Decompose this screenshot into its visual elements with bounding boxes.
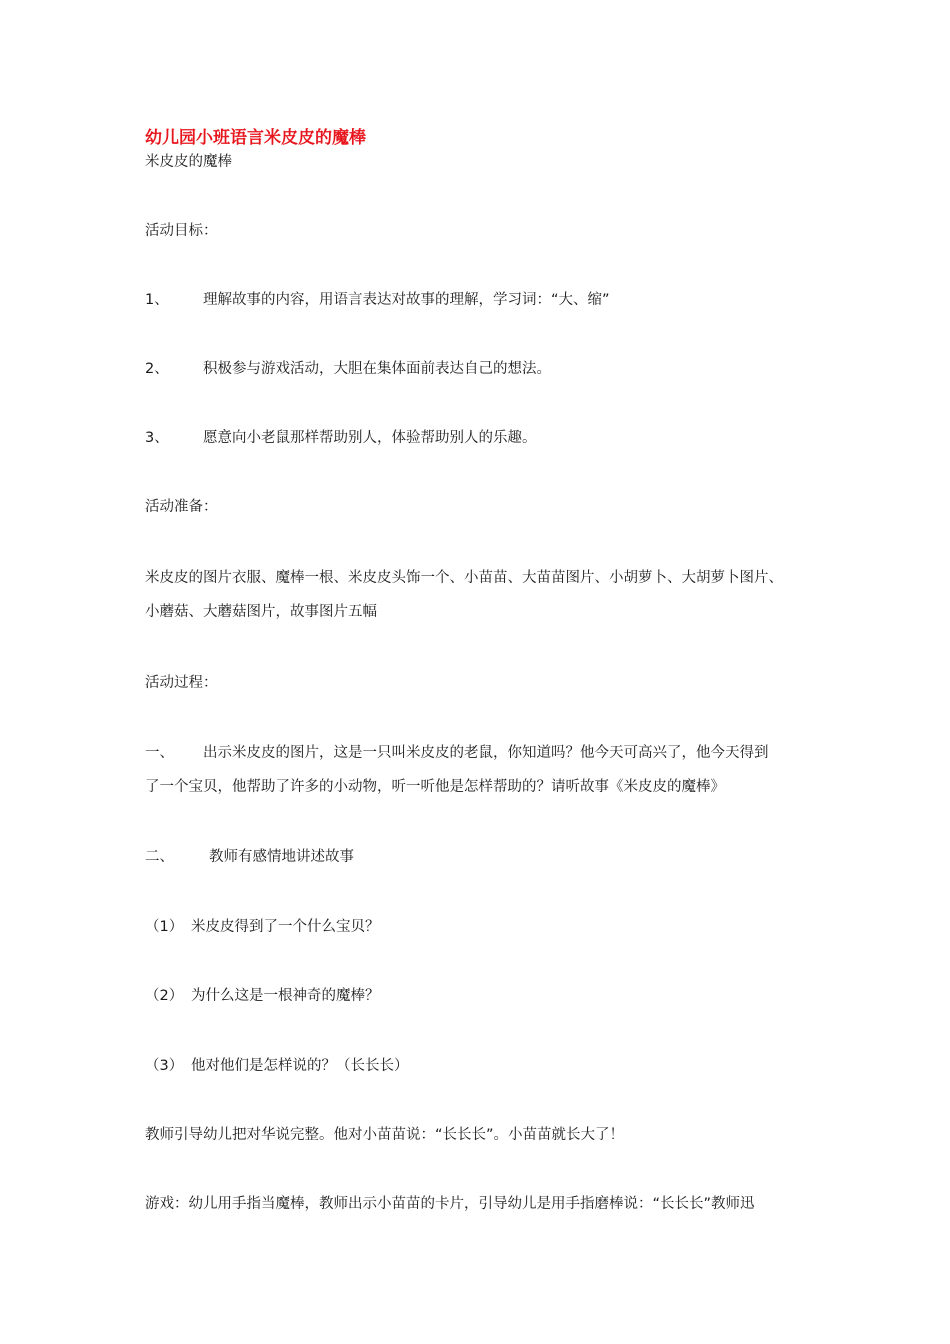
question-item <box>145 1056 409 1076</box>
step-number: 二、 <box>145 849 174 865</box>
step2-line <box>145 847 354 867</box>
goal-number: 1、 <box>145 292 169 308</box>
question-item <box>145 917 380 937</box>
goal-text: 理解故事的内容，用语言表达对故事的理解，学习词：“大、缩” <box>203 292 610 308</box>
step-text: 出示米皮皮的图片，这是一只叫米皮皮的老鼠，你知道吗？他今天可高兴了，他今天得到 <box>203 745 769 761</box>
step-text: 教师有感情地讲述故事 <box>209 849 354 865</box>
goal-item <box>145 290 610 310</box>
prep-text-line1: 米皮皮的图片衣服、魔棒一根、米皮皮头饰一个、小苗苗、大苗苗图片、小胡萝卜、大胡萝卜图片、 <box>145 570 783 586</box>
goal-text: 积极参与游戏活动，大胆在集体面前表达自己的想法。 <box>203 361 551 377</box>
goal-text: 愿意向小老鼠那样帮助别人，体验帮助别人的乐趣。 <box>203 430 537 446</box>
question-number: （2） <box>145 988 184 1004</box>
document-title: 幼儿园小班语言米皮皮的魔棒 <box>145 128 366 148</box>
goal-number: 3、 <box>145 430 169 446</box>
goal-item <box>145 428 537 448</box>
question-number: （3） <box>145 1058 184 1074</box>
document-subtitle: 米皮皮的魔棒 <box>145 154 232 170</box>
prep-text-line2: 小蘑菇、大蘑菇图片，故事图片五幅 <box>145 604 377 620</box>
guide-paragraph: 教师引导幼儿把对华说完整。他对小苗苗说：“长长长”。小苗苗就长大了！ <box>145 1127 625 1143</box>
question-text: 为什么这是一根神奇的魔棒？ <box>191 988 380 1004</box>
question-number: （1） <box>145 919 184 935</box>
goals-heading: 活动目标： <box>145 223 218 239</box>
goal-item <box>145 359 551 379</box>
step-number: 一、 <box>145 745 174 761</box>
question-text: 米皮皮得到了一个什么宝贝？ <box>191 919 380 935</box>
goal-number: 2、 <box>145 361 169 377</box>
step1-line2: 了一个宝贝，他帮助了许多的小动物，听一听他是怎样帮助的？请听故事《米皮皮的魔棒》 <box>145 779 725 795</box>
step1-line1 <box>145 743 769 763</box>
question-item <box>145 986 380 1006</box>
question-text: 他对他们是怎样说的？（长长长） <box>191 1058 409 1074</box>
process-heading: 活动过程： <box>145 675 218 691</box>
prep-heading: 活动准备： <box>145 499 218 515</box>
game-paragraph: 游戏：幼儿用手指当魔棒，教师出示小苗苗的卡片，引导幼儿是用手指磨棒说：“长长长”教师迅 <box>145 1196 755 1212</box>
